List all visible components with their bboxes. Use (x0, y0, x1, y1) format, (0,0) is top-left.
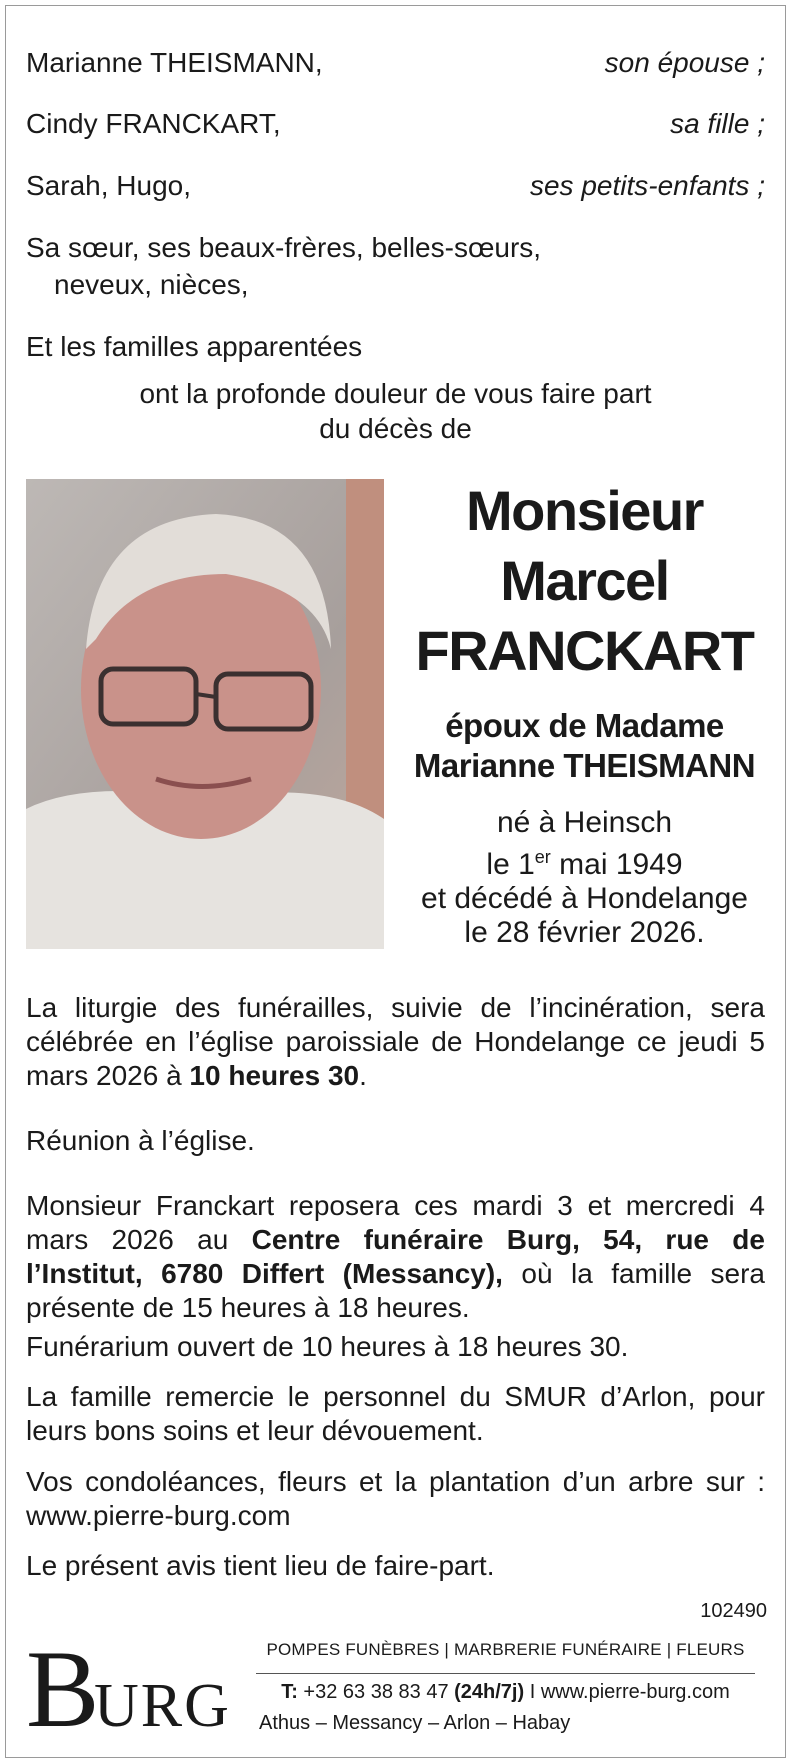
families-line: Et les familles apparentées (26, 331, 363, 362)
phone-hours: (24h/7j) (454, 1681, 525, 1703)
reference-number: 102490 (700, 1600, 767, 1622)
logo-initial: B (26, 1631, 100, 1741)
relative-name: Marianne THEISMANN, (26, 47, 323, 78)
liturgy-time: 10 heures 30 (189, 1060, 360, 1091)
siblings-line-2: neveux, nièces, (54, 269, 249, 300)
relative-name: Cindy FRANCKART, (26, 108, 281, 139)
born-date-prefix: le 1 (486, 848, 535, 881)
relative-row (26, 46, 765, 80)
condolences-paragraph: Vos condoléances, fleurs et la plantation d’un arbre sur : www.pierre-burg.com (26, 1466, 765, 1531)
phone-number: +32 63 38 83 47 (297, 1681, 455, 1703)
portrait-image (26, 479, 384, 949)
relative-name: Sarah, Hugo, (26, 170, 191, 201)
website-link[interactable]: www.pierre-burg.com (540, 1681, 730, 1703)
announce-line-2: du décès de (319, 413, 472, 444)
rest-text: Monsieur Franckart reposera ces mardi 3 et mercredi 4 mars 2026 au (26, 1190, 765, 1255)
announce-line: ont la profonde douleur de vous faire part (139, 378, 652, 409)
relative-role: son épouse ; (604, 47, 765, 78)
born-date-sup: er (534, 847, 551, 867)
spouse-name: Marianne THEISMANN (413, 747, 756, 784)
thanks-paragraph: La famille remercie le personnel du SMUR d’Arlon, pour leurs bons soins et leur dévouement. (26, 1381, 765, 1446)
obituary-frame (5, 5, 786, 1758)
relative-row (26, 107, 765, 141)
logo-rest: URG (94, 1672, 231, 1740)
born-line: né à Heinsch (496, 806, 673, 839)
spouse-line: époux de Madame (445, 707, 724, 744)
liturgy-text: La liturgie des funérailles, suivie de l’incinération, sera célébrée en l’église paroissiale de Hondelange ce jeudi 5 mars 2026 à (26, 992, 765, 1091)
born-date (404, 840, 765, 882)
burg-logo-mark (26, 1631, 231, 1741)
died-line: et décédé à Hondelange (421, 882, 748, 915)
siblings-line: Sa sœur, ses beaux-frères, belles-sœurs, (26, 232, 542, 263)
deceased-last-name: FRANCKART (415, 619, 754, 682)
relative-role: ses petits-enfants ; (529, 170, 765, 201)
contact-separator: I (524, 1681, 541, 1703)
liturgy-end: . (359, 1060, 367, 1091)
services-line: POMPES FUNÈBRES | MARBRERIE FUNÉRAIRE | FLEURS (266, 1640, 745, 1659)
contact-line (256, 1681, 755, 1704)
died-date: le 28 février 2026. (464, 916, 705, 949)
reunion-line: Réunion à l’église. (26, 1125, 255, 1156)
phone-label: T: (281, 1681, 298, 1703)
relative-row (26, 169, 765, 203)
born-date-suffix: mai 1949 (550, 848, 683, 881)
relative-role: sa fille ; (670, 108, 765, 139)
rest-address: Centre funéraire Burg, 54, rue de l’Institut, 6780 Differt (Messancy), (26, 1224, 765, 1289)
rest-text-2: où la famille sera présente de 15 heures à 18 heures. (26, 1258, 766, 1323)
liturgy-paragraph (26, 991, 765, 1093)
deceased-block (404, 476, 765, 950)
deceased-photo (26, 479, 384, 949)
footer-divider (256, 1673, 755, 1674)
rest-paragraph (26, 1189, 765, 1325)
notice-line: Le présent avis tient lieu de faire-part. (26, 1550, 495, 1581)
funerarium-line: Funérarium ouvert de 10 heures à 18 heures 30. (26, 1331, 629, 1362)
burg-logo (26, 1631, 231, 1741)
deceased-title: Monsieur (466, 479, 703, 542)
towns-line: Athus – Messancy – Arlon – Habay (259, 1712, 571, 1734)
deceased-first-name: Marcel (500, 549, 669, 612)
